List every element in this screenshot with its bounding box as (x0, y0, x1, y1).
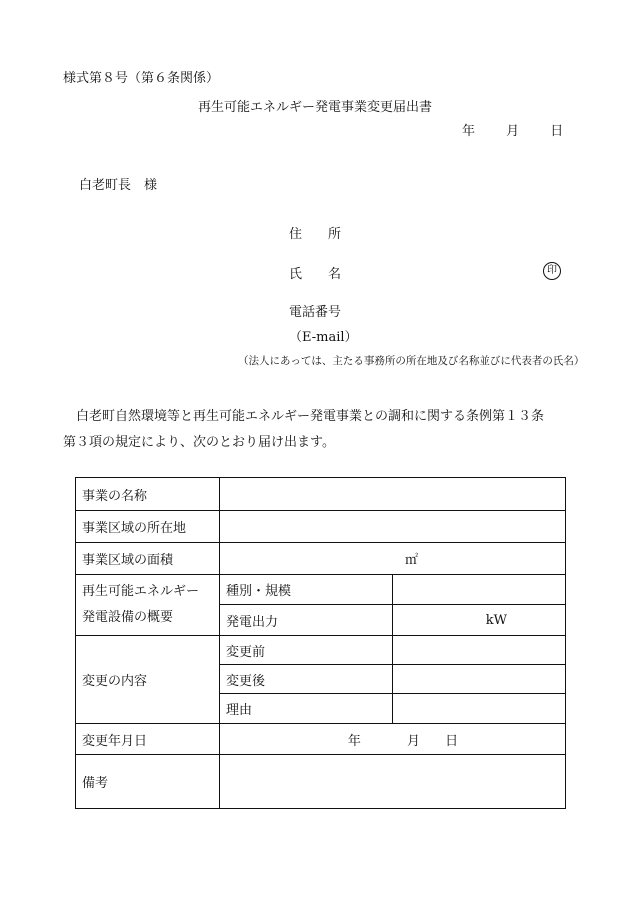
date-month-label: 月 (506, 124, 520, 139)
equipment-summary-label (76, 575, 220, 636)
seal-mark: 印 (543, 262, 561, 280)
change-notification-table (75, 477, 566, 809)
business-name-field[interactable] (220, 478, 566, 511)
date-year-label: 年 (462, 124, 476, 139)
body-line-2: 第３項の規定により、次のとおり届け出ます。 (63, 435, 335, 450)
body-text (63, 404, 573, 456)
after-field[interactable] (393, 665, 566, 694)
name-label: 氏 名 (289, 267, 342, 282)
address-label: 住 所 (289, 227, 342, 242)
phone-label: 電話番号 (289, 305, 342, 320)
output-label: 発電出力 (220, 605, 393, 636)
row-equipment-type (76, 575, 566, 605)
reason-field[interactable] (393, 694, 566, 724)
body-line-1: 白老町自然環境等と再生可能エネルギー発電事業との調和に関する条例第１３条 (76, 409, 545, 424)
row-remarks (76, 755, 566, 809)
change-date-label: 変更年月日 (76, 724, 220, 755)
row-business-location (76, 511, 566, 543)
row-change-date (76, 724, 566, 755)
date-day-label: 日 (550, 124, 564, 139)
reason-label: 理由 (220, 694, 393, 724)
type-scale-label: 種別・規模 (220, 575, 393, 605)
area-unit: ㎡ (404, 553, 418, 568)
change-date-field[interactable] (220, 724, 566, 755)
equipment-label-line-1: 再生可能エネルギー (82, 584, 200, 599)
corporate-note: （法人にあっては、主たる事務所の所在地及び名称並びに代表者の氏名） (238, 355, 585, 367)
change-date-month: 月 (406, 733, 420, 749)
business-area-label: 事業区域の面積 (76, 543, 220, 575)
form-number: 様式第８号（第６条関係） (63, 71, 220, 86)
before-field[interactable] (393, 636, 566, 665)
row-change-before (76, 636, 566, 665)
equipment-label-line-2: 発電設備の概要 (82, 610, 174, 625)
business-area-field[interactable] (220, 543, 566, 575)
before-label: 変更前 (220, 636, 393, 665)
document-title: 再生可能エネルギー発電事業変更届出書 (197, 100, 432, 115)
business-location-label: 事業区域の所在地 (76, 511, 220, 543)
submission-date (462, 120, 563, 139)
business-location-field[interactable] (220, 511, 566, 543)
remarks-label: 備考 (76, 755, 220, 809)
output-field[interactable] (393, 605, 566, 636)
row-business-area (76, 543, 566, 575)
remarks-field[interactable] (220, 755, 566, 809)
recipient: 白老町長 様 (79, 178, 158, 193)
change-date-year: 年 (347, 733, 361, 749)
change-date-day: 日 (445, 733, 459, 749)
email-label: （E-mail） (289, 330, 358, 345)
row-business-name (76, 478, 566, 511)
business-name-label: 事業の名称 (76, 478, 220, 511)
output-unit: kW (485, 612, 507, 628)
type-scale-field[interactable] (393, 575, 566, 605)
change-content-label: 変更の内容 (76, 636, 220, 724)
after-label: 変更後 (220, 665, 393, 694)
